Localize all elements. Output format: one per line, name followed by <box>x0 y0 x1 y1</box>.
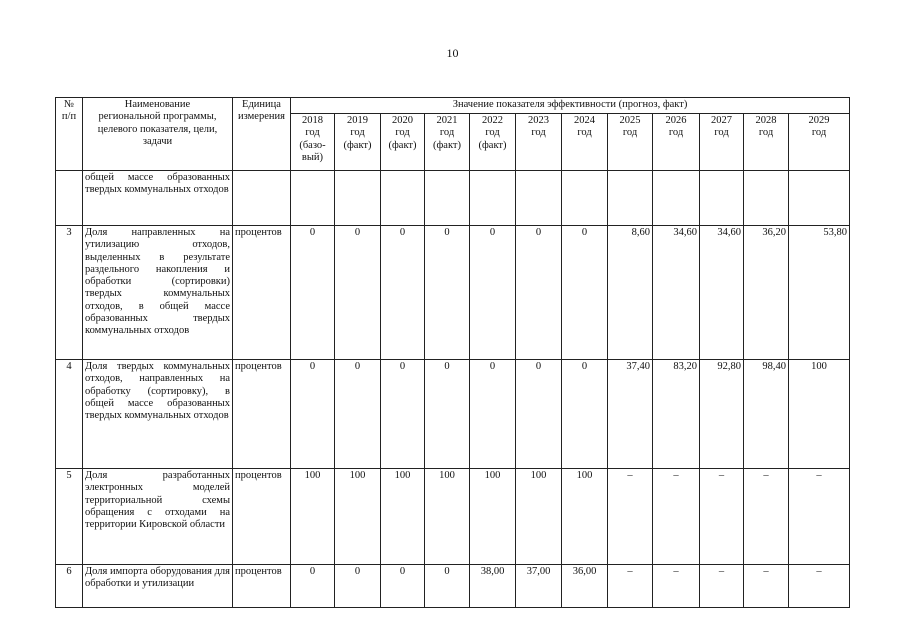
header-year-2019: 2019 год (факт) <box>335 114 381 171</box>
table-row-continuation <box>56 171 850 226</box>
row-unit: процентов <box>233 360 291 469</box>
row-value: 0 <box>425 565 470 608</box>
row-value <box>700 171 744 226</box>
row-value: 0 <box>562 226 608 360</box>
row-value <box>291 171 335 226</box>
row-unit <box>233 171 291 226</box>
header-year-2029: 2029 год <box>789 114 850 171</box>
row-value: 92,80 <box>700 360 744 469</box>
row-value: 0 <box>516 226 562 360</box>
header-year-2025: 2025 год <box>608 114 653 171</box>
row-value: – <box>744 469 789 565</box>
row-num: 5 <box>56 469 83 565</box>
row-value: 37,40 <box>608 360 653 469</box>
row-value <box>789 171 850 226</box>
row-value: 0 <box>291 226 335 360</box>
header-name: Наименование региональной программы, целевого показателя, цели, задачи <box>83 98 233 171</box>
row-value <box>653 171 700 226</box>
row-value: 100 <box>335 469 381 565</box>
row-value: 98,40 <box>744 360 789 469</box>
row-value: 0 <box>562 360 608 469</box>
table-row-4 <box>56 360 850 469</box>
header-year-2021: 2021 год (факт) <box>425 114 470 171</box>
row-value: 36,00 <box>562 565 608 608</box>
header-year-2027: 2027 год <box>700 114 744 171</box>
row-name: общей массе образованных твердых коммунальных отходов <box>83 171 233 226</box>
row-value: – <box>700 565 744 608</box>
row-value: 0 <box>425 360 470 469</box>
row-value: 100 <box>516 469 562 565</box>
row-value: – <box>653 469 700 565</box>
row-value: 0 <box>291 565 335 608</box>
row-unit: процентов <box>233 565 291 608</box>
row-unit: процентов <box>233 469 291 565</box>
header-row-1 <box>56 98 850 114</box>
row-num: 6 <box>56 565 83 608</box>
row-num: 3 <box>56 226 83 360</box>
row-name: Доля разработанных электронных моделей территориальной схемы обращения с отходами на территории Кировской области <box>83 469 233 565</box>
row-value: 0 <box>291 360 335 469</box>
row-value: – <box>608 565 653 608</box>
row-value: – <box>608 469 653 565</box>
row-value: 0 <box>470 360 516 469</box>
row-value: 0 <box>425 226 470 360</box>
row-num <box>56 171 83 226</box>
row-value <box>608 171 653 226</box>
row-value: 34,60 <box>653 226 700 360</box>
row-unit: процентов <box>233 226 291 360</box>
row-value: 100 <box>291 469 335 565</box>
row-value: – <box>789 565 850 608</box>
row-value: 100 <box>381 469 425 565</box>
indicators-table <box>55 97 850 608</box>
row-value: 0 <box>335 565 381 608</box>
row-value <box>335 171 381 226</box>
page-number: 10 <box>446 46 459 60</box>
row-value: 100 <box>425 469 470 565</box>
row-value: 53,80 <box>789 226 850 360</box>
row-value <box>744 171 789 226</box>
row-value: – <box>744 565 789 608</box>
header-num: № п/п <box>56 98 83 171</box>
row-value: 37,00 <box>516 565 562 608</box>
row-value: – <box>700 469 744 565</box>
row-value: 0 <box>381 565 425 608</box>
row-value: 0 <box>516 360 562 469</box>
header-year-2028: 2028 год <box>744 114 789 171</box>
row-name: Доля импорта оборудования для обработки и утилизации <box>83 565 233 608</box>
row-value <box>425 171 470 226</box>
row-name: Доля твердых коммунальных отходов, направленных на обработку (сортировку), в общей массе образованных твердых коммунальных отходов <box>83 360 233 469</box>
row-value: 38,00 <box>470 565 516 608</box>
row-value: 8,60 <box>608 226 653 360</box>
row-value: 34,60 <box>700 226 744 360</box>
row-value <box>516 171 562 226</box>
table-row-6 <box>56 565 850 608</box>
row-value: 100 <box>789 360 850 469</box>
row-value: – <box>789 469 850 565</box>
header-year-2024: 2024 год <box>562 114 608 171</box>
row-value: 83,20 <box>653 360 700 469</box>
header-year-2023: 2023 год <box>516 114 562 171</box>
row-value: 0 <box>470 226 516 360</box>
header-year-2026: 2026 год <box>653 114 700 171</box>
row-value <box>470 171 516 226</box>
row-value <box>562 171 608 226</box>
row-name: Доля направленных на утилизацию отходов, выделенных в результате раздельного накопления и обработки (сортировки) твердых коммунальных отходов, в общей массе образованных твердых коммунальных отходов <box>83 226 233 360</box>
row-value: 100 <box>562 469 608 565</box>
header-year-2018: 2018 год (базо- вый) <box>291 114 335 171</box>
header-group: Значение показателя эффективности (прогноз, факт) <box>291 98 850 114</box>
table-row-3 <box>56 226 850 360</box>
row-value: 0 <box>381 226 425 360</box>
row-value: – <box>653 565 700 608</box>
row-value: 0 <box>335 360 381 469</box>
row-num: 4 <box>56 360 83 469</box>
header-year-2022: 2022 год (факт) <box>470 114 516 171</box>
row-value: 36,20 <box>744 226 789 360</box>
table-row-5 <box>56 469 850 565</box>
row-value: 0 <box>381 360 425 469</box>
header-unit: Единица измерения <box>233 98 291 171</box>
row-value: 100 <box>470 469 516 565</box>
header-year-2020: 2020 год (факт) <box>381 114 425 171</box>
row-value: 0 <box>335 226 381 360</box>
row-value <box>381 171 425 226</box>
